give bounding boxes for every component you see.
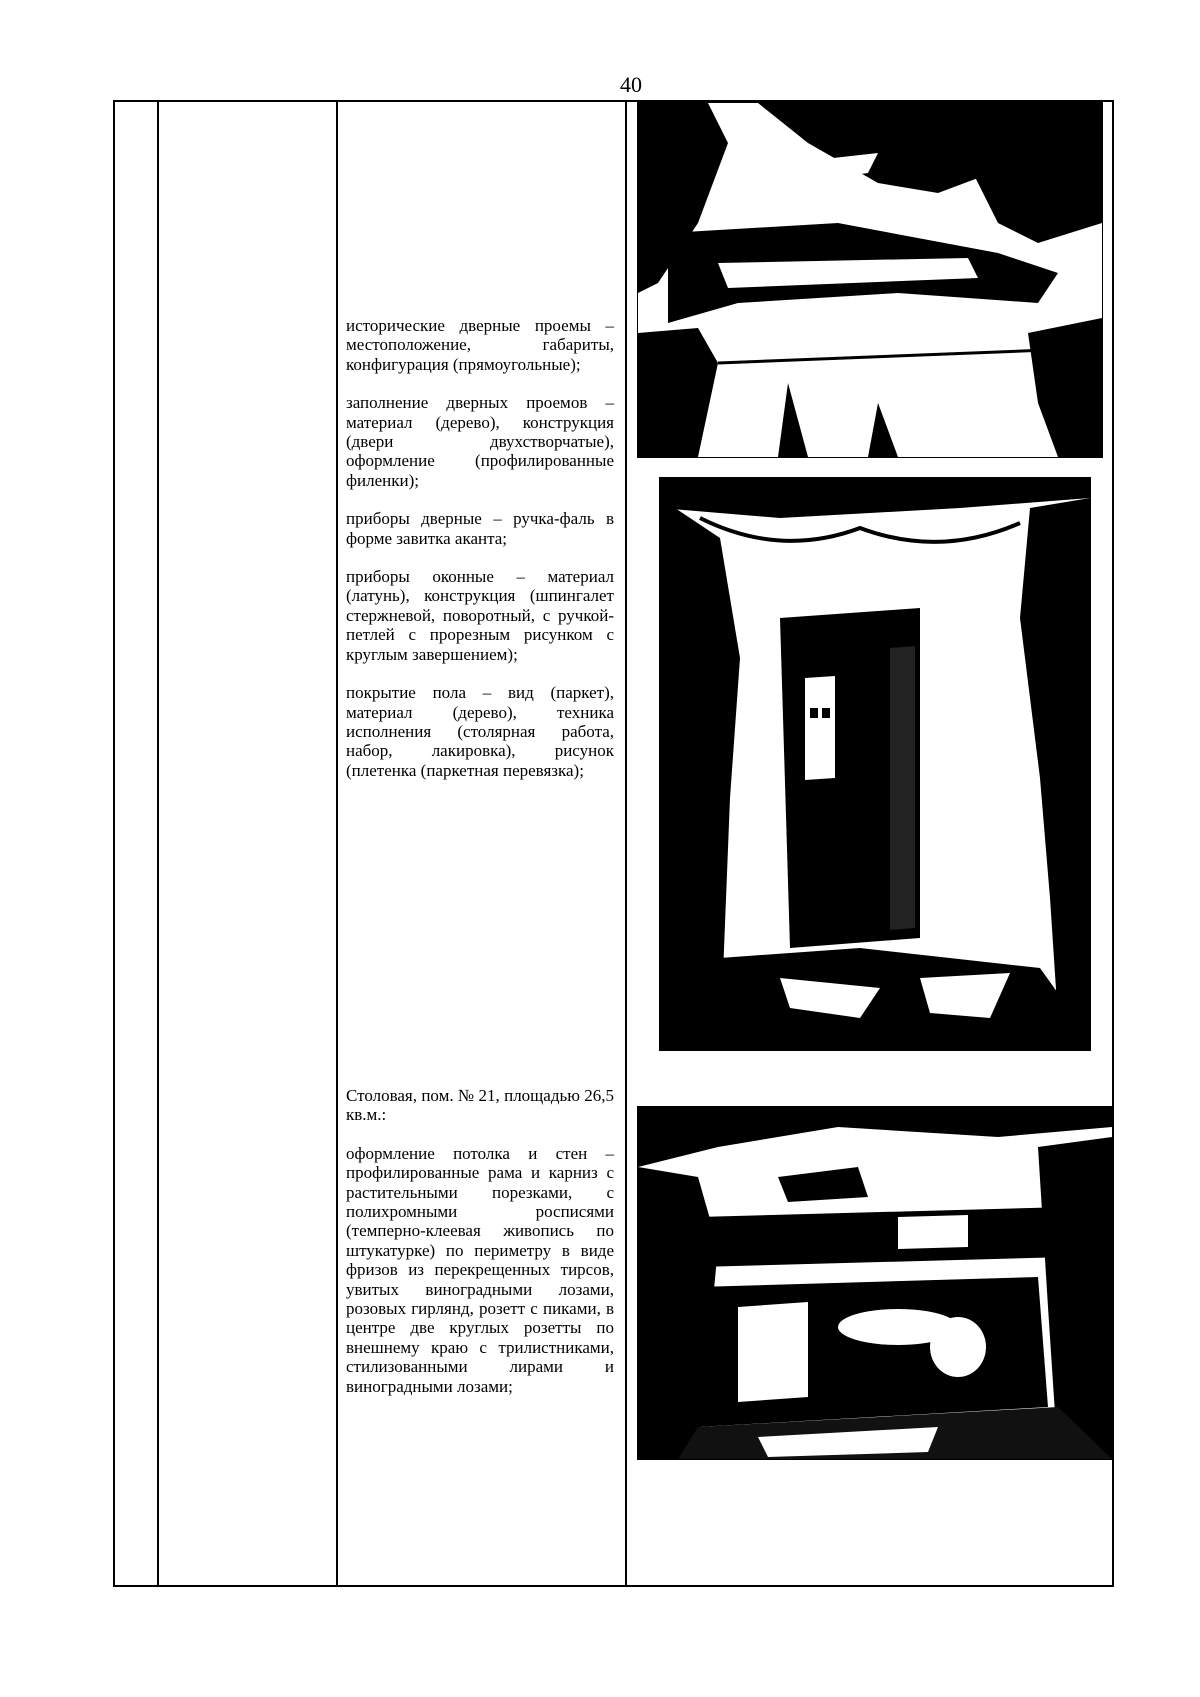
paragraph-door-fittings: приборы дверные – ручка-фаль в форме завитка аканта;	[346, 509, 614, 548]
column-divider-3	[625, 102, 627, 1585]
page-number: 40	[620, 72, 642, 97]
column-divider-2	[336, 102, 338, 1585]
paragraph-ceiling-walls: оформление потолка и стен – профилированные рама и карниз с растительными порезками, с полихромными росписями (темперно-клеевая живопись по штукатурке) по периметру в виде фризов из перекрещенных тирсов, увитых виноградными лозами, розовых гирлянд, розетт с пиками, в центре две круглых розетты по внешнему краю с трилистниками, стилизованными лирами и виноградными лозами;	[346, 1143, 614, 1396]
paragraph-door-openings: исторические дверные проемы – местоположение, габариты, конфигурация (прямоугольные);	[346, 316, 614, 374]
column-divider-1	[157, 102, 159, 1585]
paragraph-room-title: Столовая, пом. № 21, площадью 26,5 кв.м.:	[346, 1086, 614, 1125]
features-text-block-2	[346, 1086, 614, 1415]
photo-ceiling-detail	[637, 102, 1103, 458]
photo-doorway	[659, 477, 1091, 1051]
monument-table	[113, 100, 1114, 1587]
features-text-block-1	[346, 316, 614, 799]
paragraph-floor-covering: покрытие пола – вид (паркет), материал (дерево), техника исполнения (столярная работа, набор, лакировка), рисунок (плетенка (паркетная перевязка);	[346, 683, 614, 780]
paragraph-window-fittings: приборы оконные – материал (латунь), конструкция (шпингалет стержневой, поворотный, с ручкой-петлей с прорезным рисунком с круглым завершением);	[346, 567, 614, 664]
photo-dining-room	[637, 1106, 1113, 1460]
paragraph-door-fill: заполнение дверных проемов – материал (дерево), конструкция (двери двухстворчатые), оформление (профилированные филенки);	[346, 393, 614, 490]
